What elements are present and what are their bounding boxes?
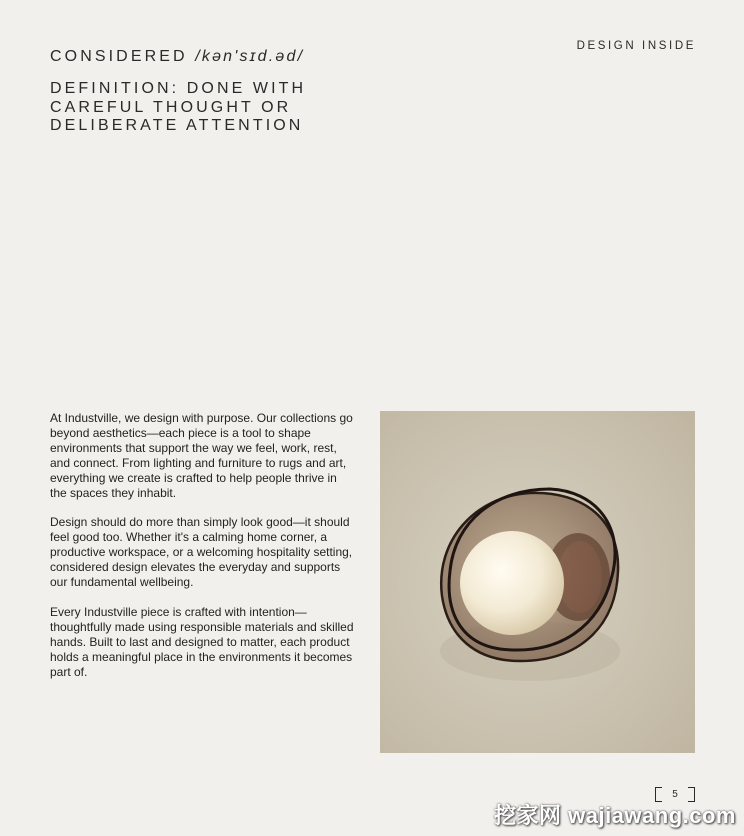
- wall-light-image: [380, 411, 695, 753]
- globe-shade: [460, 531, 564, 635]
- body-paragraph-1: At Industville, we design with purpose. Our collections go beyond aesthetics—each piece is a tool to shape environments that support the way we feel, work, rest, and connect. From lighting and furniture to rugs and art, everything we create is crafted to help people thrive in the spaces they inhabit.: [50, 411, 353, 500]
- definition-heading: DEFINITION: DONE WITH CAREFUL THOUGHT OR DELIBERATE ATTENTION: [50, 80, 307, 134]
- watermark: 挖家网 wajiawang.com: [494, 803, 736, 828]
- page-title: [50, 46, 320, 67]
- body-paragraph-2: Design should do more than simply look good—it should feel good too. Whether it's a calming home corner, a productive workspace, or a welcoming hospitality setting, considered design elevates the everyday and supports our fundamental wellbeing.: [50, 515, 353, 590]
- section-label: DESIGN INSIDE: [576, 40, 696, 52]
- title-block: [50, 46, 320, 136]
- body-paragraph-3: Every Industville piece is crafted with intention—thoughtfully made using responsible materials and skilled hands. Built to last and designed to matter, each product holds a meaningful place in the environments it becomes part of.: [50, 604, 354, 679]
- page-number-label: 5: [672, 789, 678, 800]
- product-photo: [380, 411, 695, 753]
- title-word: CONSIDERED: [50, 48, 188, 65]
- body-copy: [50, 411, 355, 695]
- pronunciation: /kən'sɪd.əd/: [195, 48, 305, 65]
